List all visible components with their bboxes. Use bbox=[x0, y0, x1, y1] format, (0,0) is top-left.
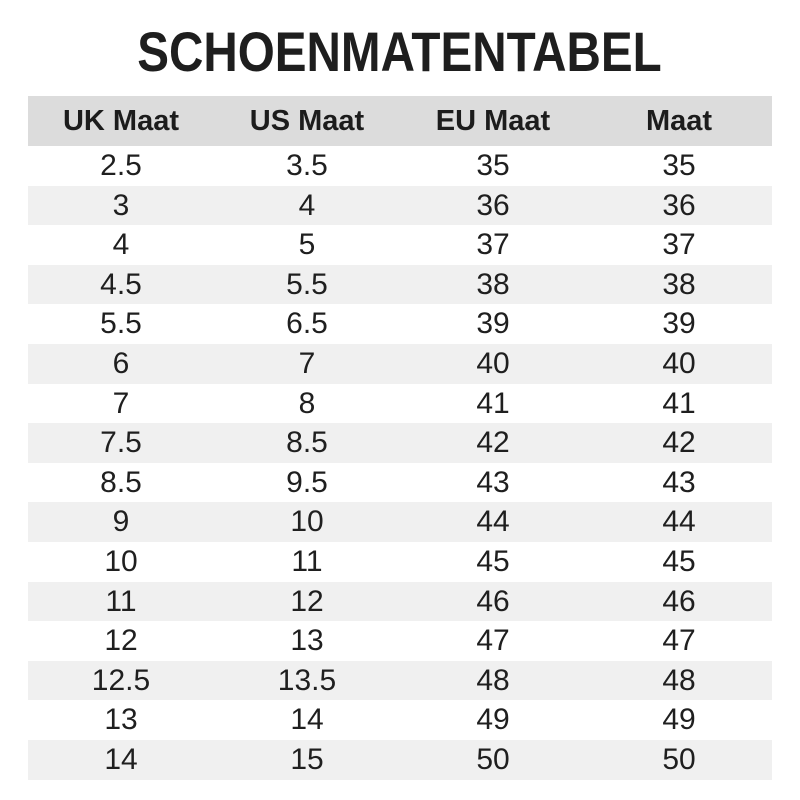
size-cell: 37 bbox=[662, 228, 696, 262]
table-row bbox=[28, 502, 772, 542]
table-row bbox=[28, 542, 772, 582]
table-row bbox=[28, 186, 772, 226]
column-header: UK Maat bbox=[28, 96, 214, 146]
page-title-text: SCHOENMATENTABEL bbox=[137, 20, 663, 83]
size-cell: 7 bbox=[112, 386, 130, 420]
table-row bbox=[28, 384, 772, 424]
header-row bbox=[28, 96, 772, 146]
size-cell: 12 bbox=[104, 624, 138, 658]
size-cell: 3.5 bbox=[286, 149, 328, 182]
size-cell: 6 bbox=[112, 346, 130, 380]
size-cell: 49 bbox=[662, 703, 696, 737]
size-cell: 13 bbox=[290, 624, 324, 658]
size-cell: 4 bbox=[112, 228, 130, 262]
size-cell: 11 bbox=[291, 544, 323, 578]
size-cell: 14 bbox=[104, 742, 138, 776]
size-cell: 2.5 bbox=[100, 149, 142, 182]
table-row bbox=[28, 621, 772, 661]
size-cell: 49 bbox=[476, 703, 510, 737]
size-cell: 43 bbox=[662, 465, 696, 499]
table-row bbox=[28, 463, 772, 503]
size-cell: 13.5 bbox=[277, 663, 337, 697]
size-cell: 44 bbox=[662, 505, 696, 539]
size-cell: 8 bbox=[298, 386, 316, 420]
size-cell: 12 bbox=[290, 584, 324, 618]
size-cell: 47 bbox=[662, 624, 696, 658]
size-cell: 7.5 bbox=[100, 426, 142, 460]
size-cell: 50 bbox=[662, 742, 696, 776]
size-cell: 45 bbox=[476, 544, 510, 578]
table-header bbox=[28, 96, 772, 146]
size-cell: 15 bbox=[290, 742, 324, 776]
table-body bbox=[28, 146, 772, 780]
size-cell: 35 bbox=[662, 149, 696, 182]
size-cell: 41 bbox=[662, 386, 696, 420]
size-cell: 36 bbox=[662, 188, 696, 222]
table-row bbox=[28, 423, 772, 463]
table-row bbox=[28, 700, 772, 740]
table-row bbox=[28, 582, 772, 622]
size-cell: 38 bbox=[662, 267, 696, 301]
size-cell: 39 bbox=[662, 307, 696, 341]
size-cell: 6.5 bbox=[286, 307, 328, 341]
size-cell: 9 bbox=[112, 505, 130, 539]
size-cell: 46 bbox=[662, 584, 696, 618]
size-cell: 9.5 bbox=[286, 465, 328, 499]
size-cell: 38 bbox=[476, 267, 510, 301]
size-cell: 8.5 bbox=[100, 465, 142, 499]
column-header: Maat bbox=[586, 96, 772, 146]
size-cell: 37 bbox=[476, 228, 510, 262]
size-cell: 8.5 bbox=[286, 426, 328, 460]
size-cell: 10 bbox=[104, 544, 138, 578]
size-cell: 7 bbox=[298, 346, 316, 380]
size-cell: 5.5 bbox=[100, 307, 142, 341]
table-row bbox=[28, 661, 772, 701]
size-cell: 44 bbox=[476, 505, 510, 539]
table-row bbox=[28, 344, 772, 384]
size-cell: 11 bbox=[105, 584, 137, 618]
column-header: US Maat bbox=[214, 96, 400, 146]
size-cell: 46 bbox=[476, 584, 510, 618]
size-cell: 5 bbox=[298, 228, 316, 262]
size-cell: 45 bbox=[662, 544, 696, 578]
size-cell: 4 bbox=[298, 188, 316, 222]
size-cell: 39 bbox=[476, 307, 510, 341]
size-cell: 13 bbox=[104, 703, 138, 737]
size-cell: 48 bbox=[662, 663, 696, 697]
size-cell: 43 bbox=[476, 465, 510, 499]
size-cell: 47 bbox=[476, 624, 510, 658]
size-cell: 35 bbox=[476, 149, 510, 182]
size-cell: 40 bbox=[476, 346, 510, 380]
table-row bbox=[28, 265, 772, 305]
size-cell: 10 bbox=[290, 505, 324, 539]
size-cell: 36 bbox=[476, 188, 510, 222]
size-cell: 4.5 bbox=[100, 267, 142, 301]
page-title bbox=[0, 0, 800, 82]
size-cell: 3 bbox=[112, 188, 130, 222]
size-cell: 41 bbox=[476, 386, 510, 420]
size-cell: 48 bbox=[476, 663, 510, 697]
size-cell: 14 bbox=[290, 703, 324, 737]
size-cell: 42 bbox=[476, 426, 510, 460]
size-cell: 5.5 bbox=[286, 267, 328, 301]
size-cell: 40 bbox=[662, 346, 696, 380]
column-header: EU Maat bbox=[400, 96, 586, 146]
size-cell: 50 bbox=[476, 742, 510, 776]
table-row bbox=[28, 740, 772, 780]
size-cell: 42 bbox=[662, 426, 696, 460]
table-row bbox=[28, 304, 772, 344]
size-table bbox=[28, 96, 772, 780]
table-row bbox=[28, 225, 772, 265]
size-cell: 12.5 bbox=[91, 663, 151, 697]
table-row bbox=[28, 146, 772, 186]
